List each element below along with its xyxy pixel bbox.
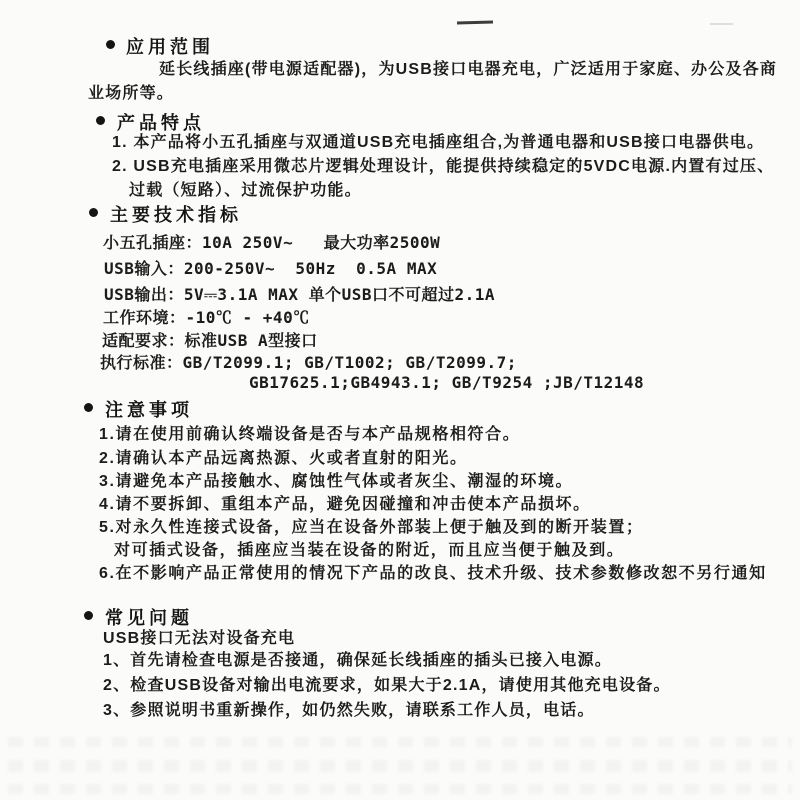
spec-environment: 工作环境：-10℃ - +40℃ [103, 308, 310, 327]
features-item-2-line2: 过载（短路）、过流保护功能。 [129, 182, 362, 199]
notes-item-6: 6.在不影响产品正常使用的情况下产品的改良、技术升级、技术参数修改恕不另行通知 [99, 565, 767, 582]
faq-subtitle: USB接口无法对设备充电 [103, 630, 296, 647]
features-item-2-line1: 2. USB充电插座采用微芯片逻辑处理设计，能提供持续稳定的5VDC电源.内置有过压、 [112, 158, 775, 175]
spec-usb-output: USB输出：5V⎓3.1A MAX 单个USB口不可超过2.1A [104, 285, 496, 304]
spec-standards-line1: 执行标准：GB/T2099.1; GB/T1002; GB/T2099.7; [100, 353, 517, 372]
notes-item-2: 2.请确认本产品远离热源、火或者直射的阳光。 [99, 450, 468, 467]
scan-artifact-dash [457, 21, 493, 25]
section-title-application: 应用范围 [126, 37, 214, 57]
faq-item-3: 3、参照说明书重新操作，如仍然失败，请联系工作人员，电话。 [103, 702, 595, 719]
faq-item-1: 1、首先请检查电源是否接通，确保延长线插座的插头已接入电源。 [103, 652, 612, 669]
section-title-faq: 常见问题 [105, 608, 193, 628]
features-item-1: 1. 本产品将小五孔插座与双通道USB充电插座组合,为普通电器和USB接口电器供电。 [112, 134, 765, 151]
bullet-icon [96, 116, 105, 125]
application-text-line2: 业场所等。 [88, 85, 175, 102]
notes-item-3: 3.请避免本产品接触水、腐蚀性气体或者灰尘、潮湿的环境。 [99, 473, 574, 490]
application-text-line1: 延长线插座(带电源适配器)，为USB接口电器充电，广泛适用于家庭、办公及各商 [159, 61, 778, 78]
bleedthrough-ghost-row [8, 737, 792, 747]
spec-standards-line2: GB17625.1;GB4943.1; GB/T9254 ;JB/T12148 [249, 373, 645, 392]
section-title-notes: 注意事项 [105, 400, 193, 420]
scan-artifact-faint-dash [710, 23, 733, 25]
bullet-icon [84, 611, 93, 620]
spec-adapter: 适配要求：标准USB A型接口 [102, 331, 318, 350]
faq-item-2: 2、检查USB设备对输出电流要求，如果大于2.1A，请使用其他充电设备。 [103, 677, 671, 694]
notes-item-1: 1.请在使用前确认终端设备是否与本产品规格相符合。 [99, 426, 521, 443]
spec-usb-input: USB输入：200-250V~ 50Hz 0.5A MAX [104, 259, 438, 278]
bullet-icon [84, 403, 93, 412]
bullet-icon [106, 40, 115, 49]
section-title-specs: 主要技术指标 [110, 205, 242, 225]
section-title-features: 产品特点 [117, 113, 205, 133]
bullet-icon [89, 208, 98, 217]
bleedthrough-ghost-row [8, 760, 792, 772]
spec-socket: 小五孔插座：10A 250V~ 最大功率2500W [103, 233, 441, 252]
notes-item-4: 4.请不要拆卸、重组本产品，避免因碰撞和冲击使本产品损坏。 [99, 496, 591, 513]
bleedthrough-ghost-row [8, 784, 792, 794]
notes-item-5-line2: 对可插式设备，插座应当装在设备的附近，而且应当便于触及到。 [114, 542, 625, 559]
notes-item-5-line1: 5.对永久性连接式设备，应当在设备外部装上便于触及到的断开装置； [99, 519, 644, 536]
